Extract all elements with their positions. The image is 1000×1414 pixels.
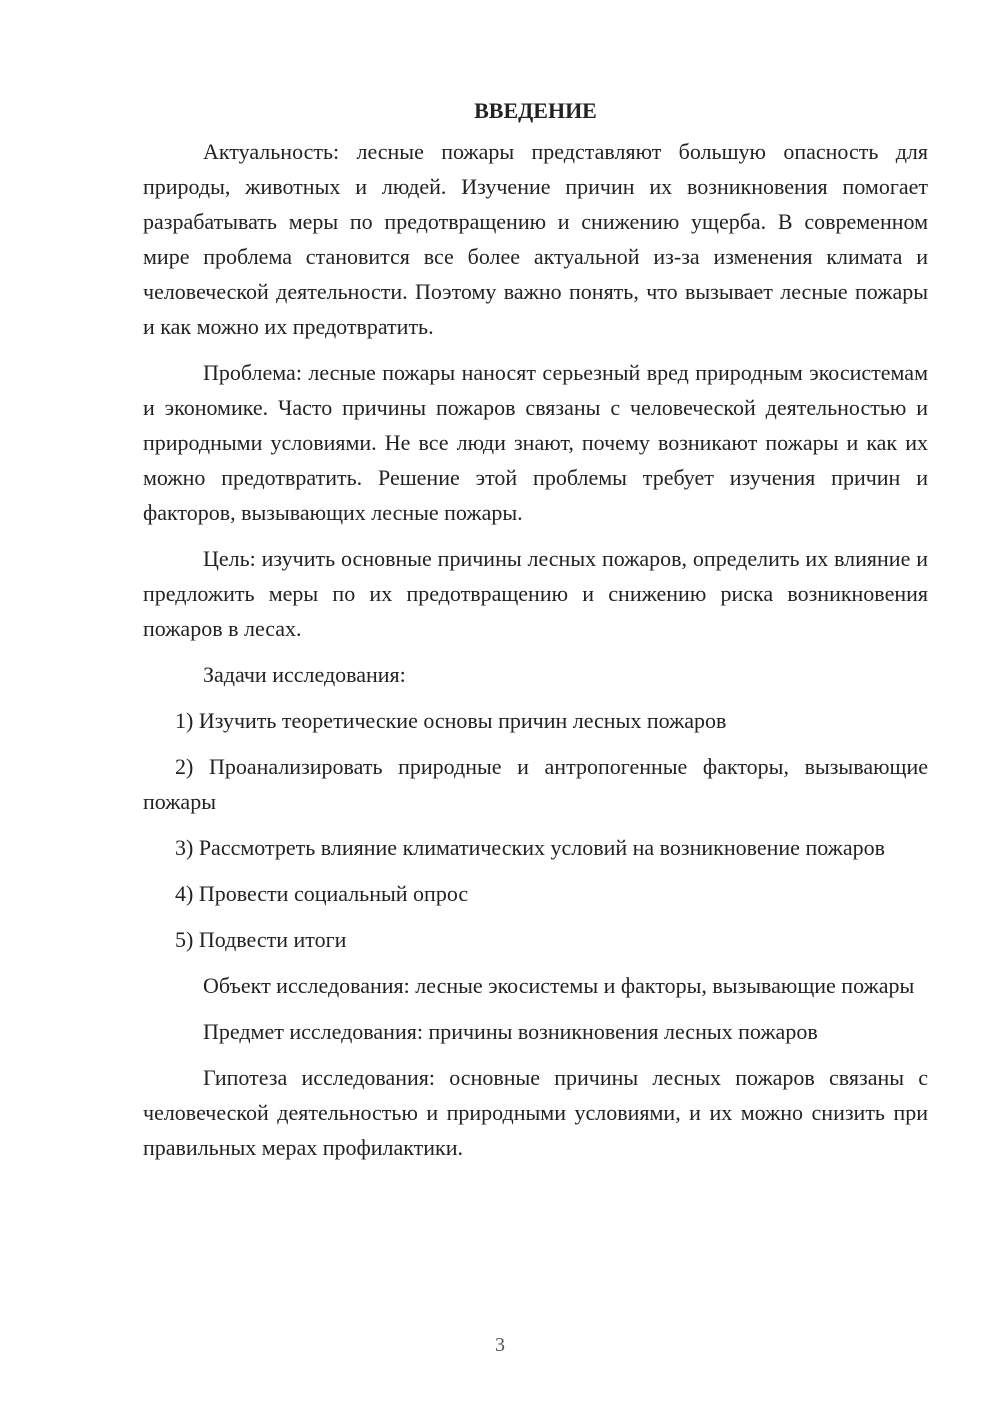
tasks-heading: Задачи исследования: xyxy=(203,662,406,687)
page-number: 3 xyxy=(495,1334,505,1356)
task-item-3: 3) Рассмотреть влияние климатических условий на возникновение пожаров xyxy=(175,835,886,860)
object-paragraph: Объект исследования: лесные экосистемы и факторы, вызывающие пожары xyxy=(203,973,915,998)
section-title: ВВЕДЕНИЕ xyxy=(474,98,597,123)
problem-paragraph: Проблема: лесные пожары наносят серьезный вред природным экосистемам и экономике. Часто причины пожаров связаны с человеческой деятельностью и природными условиями. Не все люди знают, почему возникают пожары и как их можно предотвратить. Решение этой проблемы требует изучения причин и факторов, вызывающих лесные пожары. xyxy=(143,360,928,525)
task-item-2: 2) Проанализировать природные и антропогенные факторы, вызывающие пожары xyxy=(143,754,928,814)
task-item-1: 1) Изучить теоретические основы причин лесных пожаров xyxy=(175,708,727,733)
hypothesis-paragraph: Гипотеза исследования: основные причины лесных пожаров связаны с человеческой деятельностью и природными условиями, и их можно снизить при правильных мерах профилактики. xyxy=(143,1065,928,1160)
goal-paragraph: Цель: изучить основные причины лесных пожаров, определить их влияние и предложить меры по их предотвращению и снижению риска возникновения пожаров в лесах. xyxy=(143,546,928,641)
task-item-5: 5) Подвести итоги xyxy=(175,927,347,952)
task-item-4: 4) Провести социальный опрос xyxy=(175,881,469,906)
relevance-paragraph: Актуальность: лесные пожары представляют большую опасность для природы, животных и людей. Изучение причин их возникновения помогает разрабатывать меры по предотвращению и снижению ущерба. В современном мире проблема становится все более актуальной из-за изменения климата и человеческой деятельности. Поэтому важно понять, что вызывает лесные пожары и как можно их предотвратить. xyxy=(143,139,928,339)
subject-paragraph: Предмет исследования: причины возникновения лесных пожаров xyxy=(203,1019,818,1044)
page-content xyxy=(143,93,928,1176)
